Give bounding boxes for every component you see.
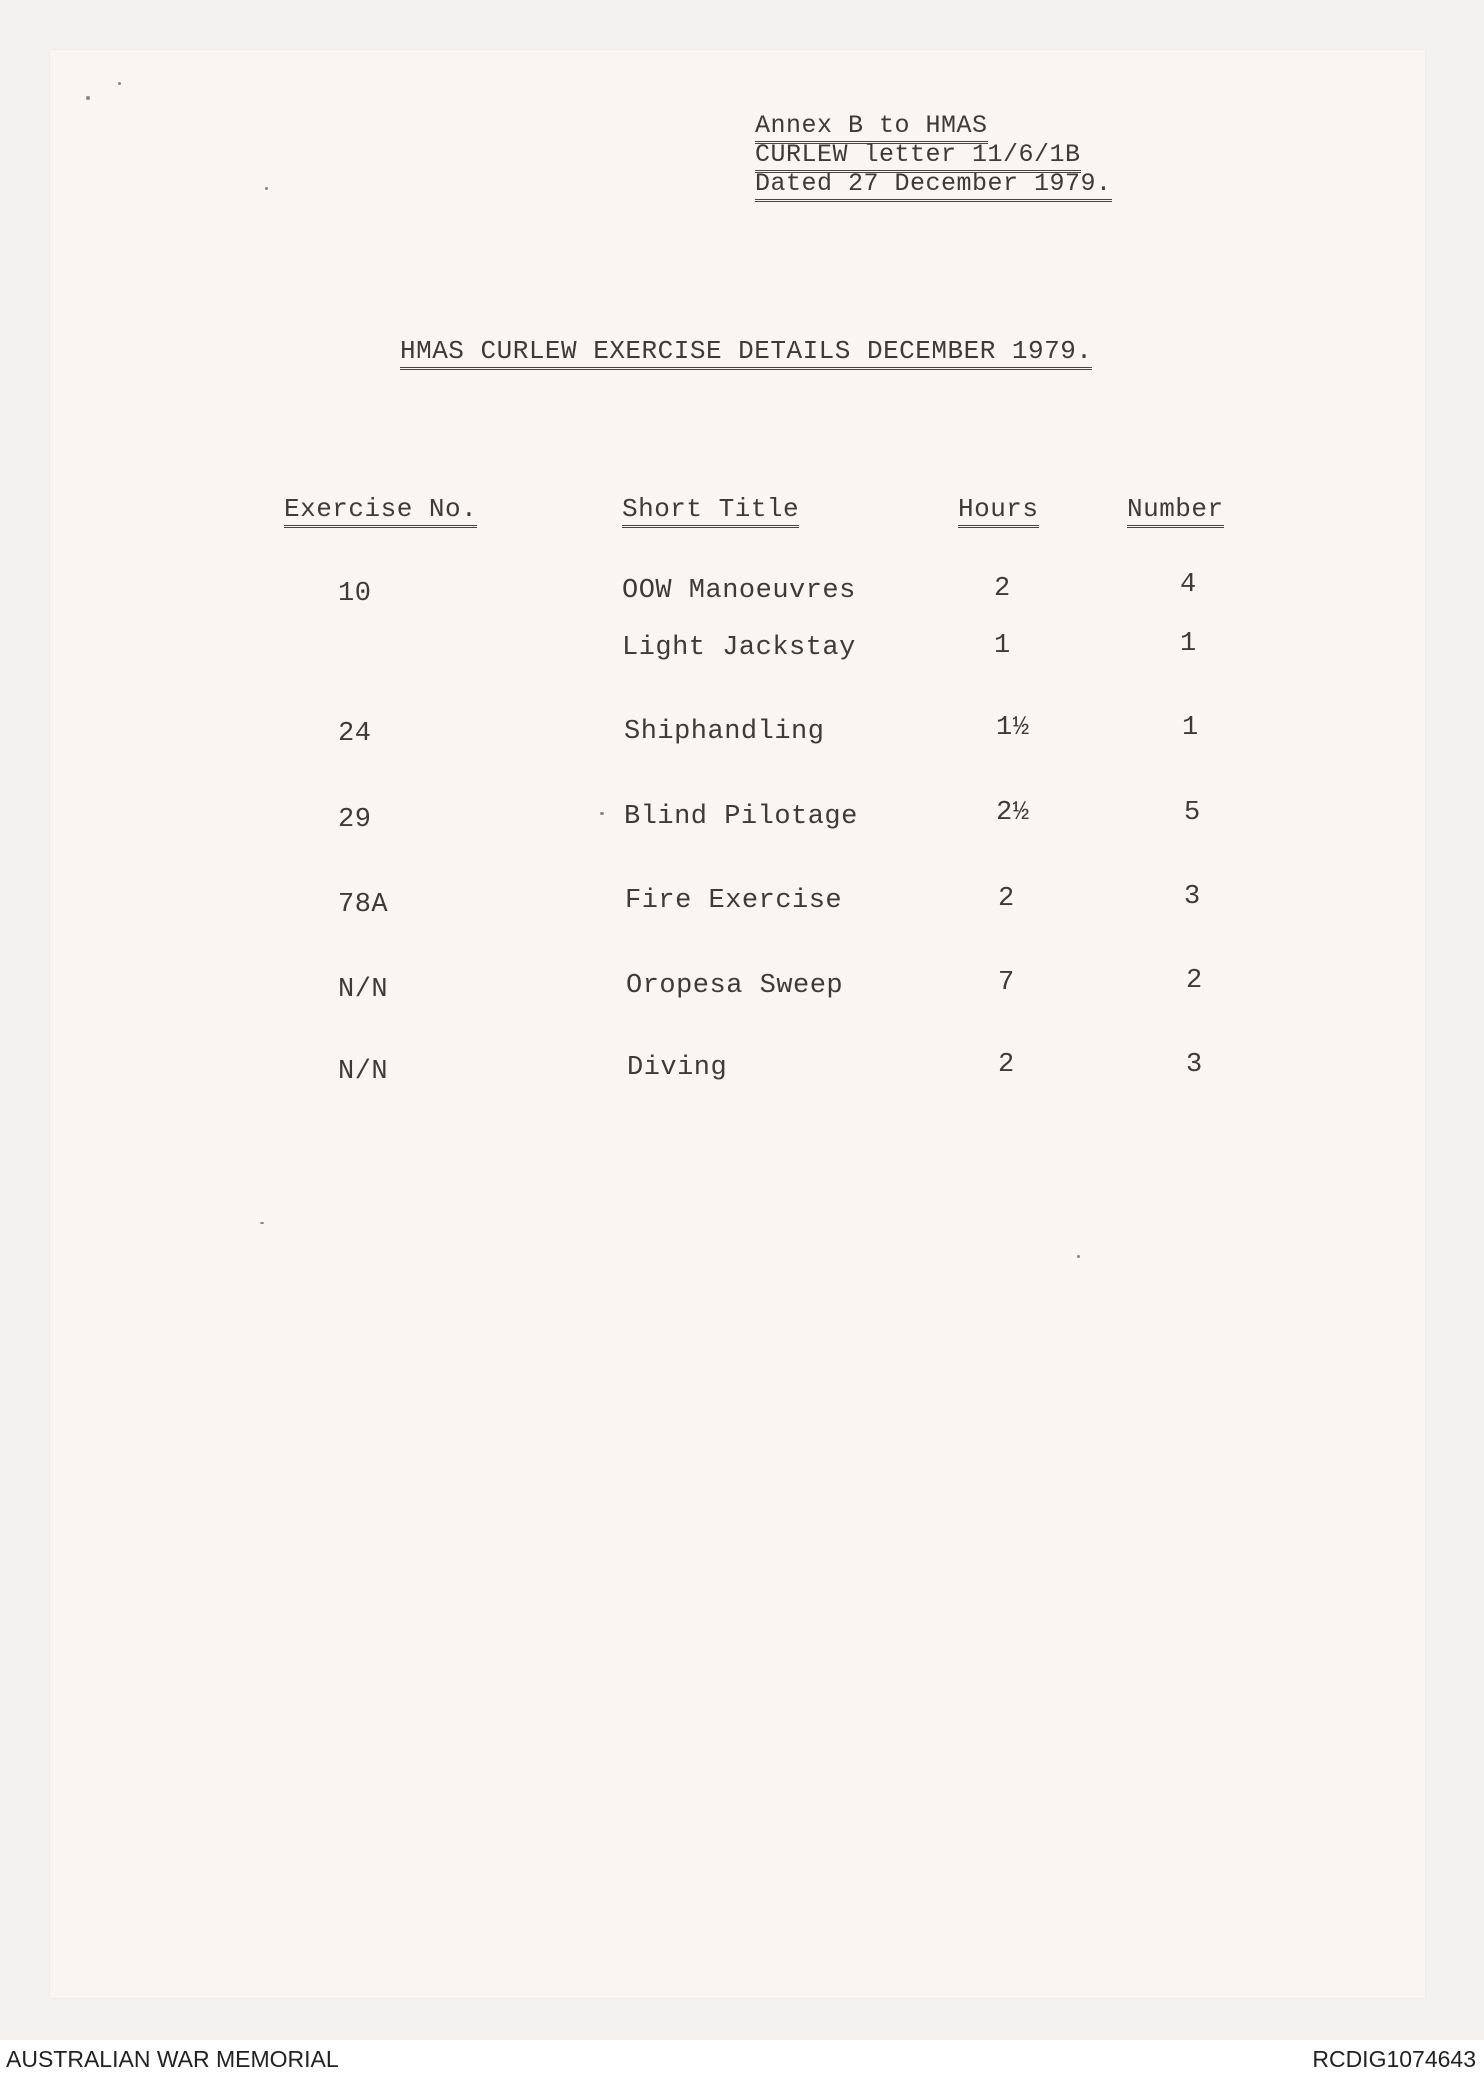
document-title bbox=[400, 337, 1092, 365]
header-hours: Hours bbox=[958, 495, 1039, 523]
row-hours: 2 bbox=[998, 1050, 1015, 1080]
row-short-title: Shiphandling bbox=[624, 717, 825, 747]
footer-institution: AUSTRALIAN WAR MEMORIAL bbox=[6, 2046, 339, 2072]
annex-line-3 bbox=[755, 170, 1112, 198]
row-exercise-no: 10 bbox=[338, 579, 372, 609]
paper-speck bbox=[86, 96, 90, 100]
row-hours: 2½ bbox=[996, 798, 1030, 828]
header-number: Number bbox=[1127, 495, 1224, 523]
row-hours: 1½ bbox=[996, 713, 1030, 743]
row-exercise-no: N/N bbox=[338, 1057, 389, 1087]
row-short-title: Fire Exercise bbox=[625, 886, 843, 916]
row-short-title: Blind Pilotage bbox=[624, 802, 858, 832]
header-short-title: Short Title bbox=[622, 495, 799, 523]
row-hours: 2 bbox=[994, 574, 1011, 604]
row-number: 1 bbox=[1180, 629, 1197, 659]
row-number: 2 bbox=[1186, 966, 1203, 996]
row-hours: 1 bbox=[994, 631, 1011, 661]
annex-line-1 bbox=[755, 112, 988, 140]
document-title-text: HMAS CURLEW EXERCISE DETAILS DECEMBER 1979. bbox=[400, 336, 1092, 370]
row-exercise-no: 78A bbox=[338, 890, 389, 920]
paper-speck bbox=[265, 187, 268, 190]
row-number: 1 bbox=[1182, 713, 1199, 743]
paper-speck bbox=[118, 82, 121, 85]
annex-line-2 bbox=[755, 141, 1081, 169]
row-short-title: Diving bbox=[627, 1053, 728, 1083]
annex-line-2-text: CURLEW letter 11/6/1B bbox=[755, 140, 1081, 173]
row-hours: 7 bbox=[998, 968, 1015, 998]
row-number: 3 bbox=[1184, 882, 1201, 912]
footer-catalogue-id: RCDIG1074643 bbox=[1312, 2046, 1476, 2072]
annex-line-3-text: Dated 27 December 1979. bbox=[755, 169, 1112, 202]
row-hours: 2 bbox=[998, 884, 1015, 914]
header-exercise-no: Exercise No. bbox=[284, 495, 477, 523]
paper-speck bbox=[260, 1222, 264, 1224]
row-exercise-no: 29 bbox=[338, 805, 372, 835]
row-number: 3 bbox=[1186, 1050, 1203, 1080]
row-number: 5 bbox=[1184, 798, 1201, 828]
row-exercise-no: N/N bbox=[338, 975, 389, 1005]
row-exercise-no: 24 bbox=[338, 719, 372, 749]
paper-speck bbox=[600, 812, 604, 815]
annex-line-1-text: Annex B to HMAS bbox=[755, 111, 988, 144]
row-short-title: Light Jackstay bbox=[622, 633, 856, 663]
paper-speck bbox=[1077, 1255, 1080, 1258]
row-number: 4 bbox=[1180, 570, 1197, 600]
row-short-title: OOW Manoeuvres bbox=[622, 576, 856, 606]
row-short-title: Oropesa Sweep bbox=[626, 971, 844, 1001]
